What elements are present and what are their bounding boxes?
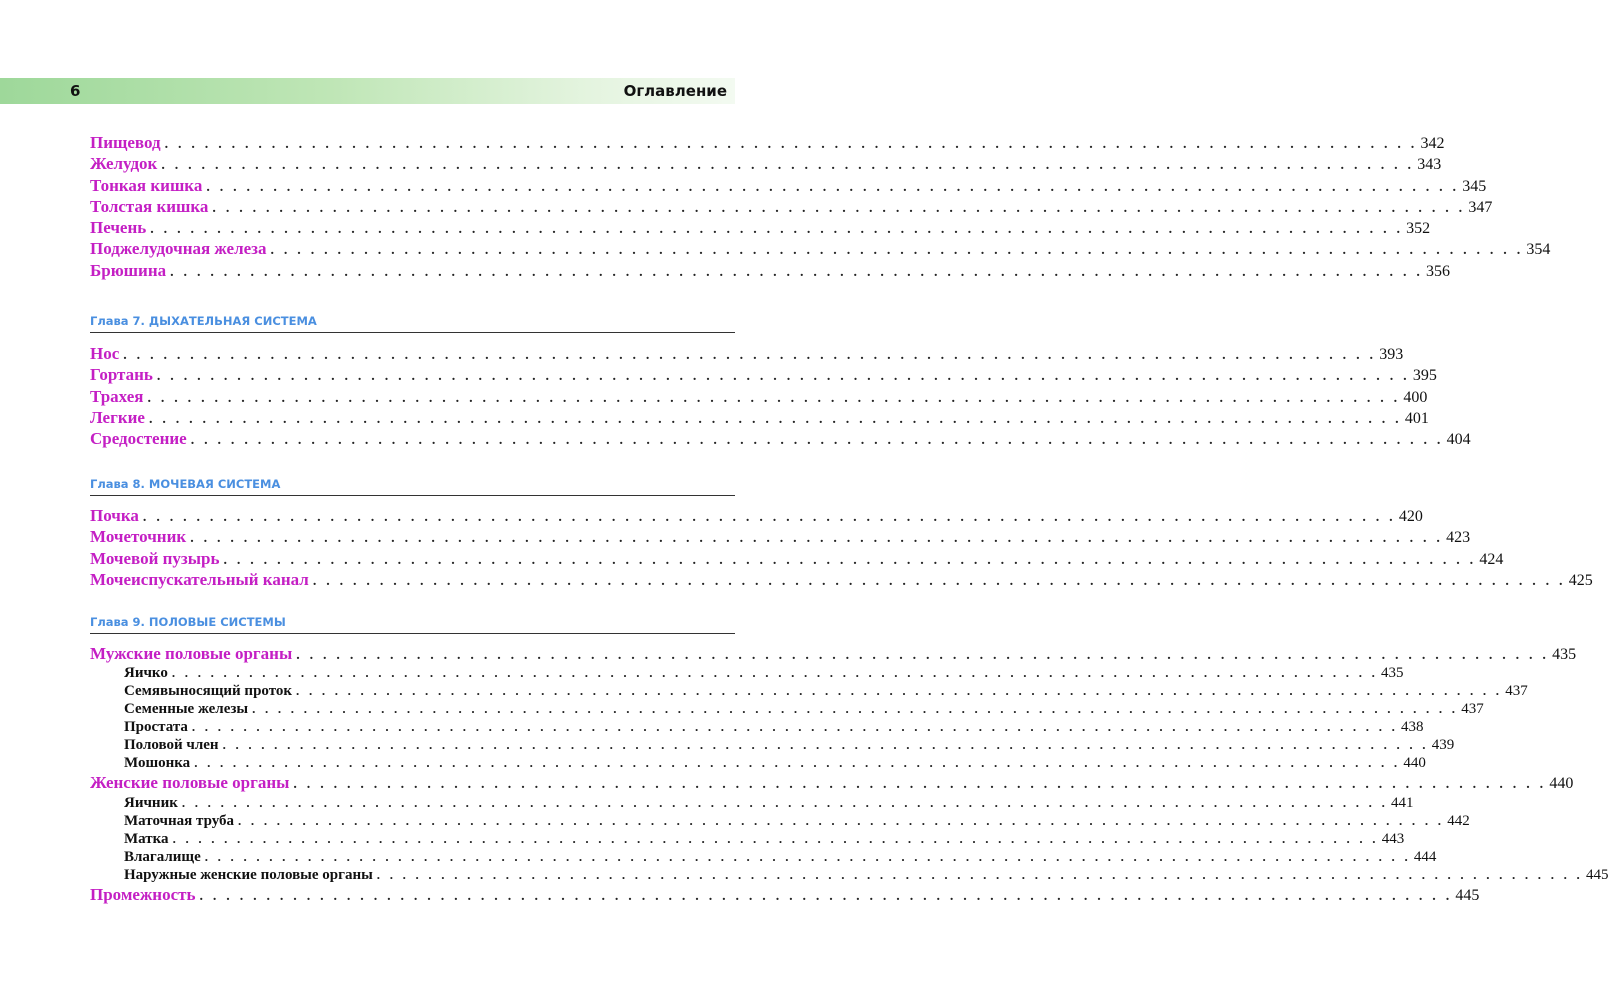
toc-entry[interactable]: Мочеиспускательный канал . . . . . . . . . . . . . . . . . . . . . . . . . . . . . . . . . . . . . . . . . . . . . . . . . . . . . . . . . . . . . . . . . . . . . . . . . . . . . . . . . . . . . . . . . . . . . . 425 xyxy=(90,569,1593,589)
chapter-7-heading: Глава 7. ДЫХАТЕЛЬНАЯ СИСТЕМА xyxy=(90,314,735,333)
toc-subentry[interactable]: Половой член . . . . . . . . . . . . . . . . . . . . . . . . . . . . . . . . . . . . . . . . . . . . . . . . . . . . . . . . . . . . . . . . . . . . . . . . . . . . . . . . . . . . . . . . . . . . . . 439 xyxy=(124,737,1455,754)
toc-entry[interactable]: Брюшина . . . . . . . . . . . . . . . . . . . . . . . . . . . . . . . . . . . . . . . . . . . . . . . . . . . . . . . . . . . . . . . . . . . . . . . . . . . . . . . . . . . . . . . . . . . . . . 356 xyxy=(90,260,1451,280)
toc-chapter-9-list xyxy=(90,643,1608,905)
toc-entry[interactable]: Мочеточник . . . . . . . . . . . . . . . . . . . . . . . . . . . . . . . . . . . . . . . . . . . . . . . . . . . . . . . . . . . . . . . . . . . . . . . . . . . . . . . . . . . . . . . . . . . . . . 423 xyxy=(90,527,1471,547)
toc-entry[interactable]: Почка . . . . . . . . . . . . . . . . . . . . . . . . . . . . . . . . . . . . . . . . . . . . . . . . . . . . . . . . . . . . . . . . . . . . . . . . . . . . . . . . . . . . . . . . . . . . . . 420 xyxy=(90,506,1423,525)
toc-intro-list xyxy=(90,132,1551,281)
toc-subentry[interactable]: Мошонка . . . . . . . . . . . . . . . . . . . . . . . . . . . . . . . . . . . . . . . . . . . . . . . . . . . . . . . . . . . . . . . . . . . . . . . . . . . . . . . . . . . . . . . . . . . . . . 440 xyxy=(124,755,1426,772)
chapter-9-heading: Глава 9. ПОЛОВЫЕ СИСТЕМЫ xyxy=(90,615,735,634)
toc-subentry[interactable]: Наружные женские половые органы . . . . . . . . . . . . . . . . . . . . . . . . . . . . . . . . . . . . . . . . . . . . . . . . . . . . . . . . . . . . . . . . . . . . . . . . . . . . . . . . . . . . . . . . . . . . . . 445 xyxy=(124,866,1608,883)
toc-subentry[interactable]: Маточная труба . . . . . . . . . . . . . . . . . . . . . . . . . . . . . . . . . . . . . . . . . . . . . . . . . . . . . . . . . . . . . . . . . . . . . . . . . . . . . . . . . . . . . . . . . . . . . . 442 xyxy=(124,812,1470,829)
toc-subentry[interactable]: Матка . . . . . . . . . . . . . . . . . . . . . . . . . . . . . . . . . . . . . . . . . . . . . . . . . . . . . . . . . . . . . . . . . . . . . . . . . . . . . . . . . . . . . . . . . . . . . . 443 xyxy=(124,830,1405,847)
chapter-8-heading: Глава 8. МОЧЕВАЯ СИСТЕМА xyxy=(90,477,735,496)
page-number: 6 xyxy=(70,82,81,100)
running-title: Оглавление xyxy=(623,82,727,100)
toc-entry[interactable]: Мочевой пузырь . . . . . . . . . . . . . . . . . . . . . . . . . . . . . . . . . . . . . . . . . . . . . . . . . . . . . . . . . . . . . . . . . . . . . . . . . . . . . . . . . . . . . . . . . . . . . . 424 xyxy=(90,548,1504,568)
toc-subentry[interactable]: Влагалище . . . . . . . . . . . . . . . . . . . . . . . . . . . . . . . . . . . . . . . . . . . . . . . . . . . . . . . . . . . . . . . . . . . . . . . . . . . . . . . . . . . . . . . . . . . . . . 444 xyxy=(124,848,1437,865)
toc-entry[interactable]: Средостение . . . . . . . . . . . . . . . . . . . . . . . . . . . . . . . . . . . . . . . . . . . . . . . . . . . . . . . . . . . . . . . . . . . . . . . . . . . . . . . . . . . . . . . . . . . . . . 404 xyxy=(90,429,1471,449)
toc-chapter-8-list xyxy=(90,505,1593,590)
toc-entry[interactable]: Нос . . . . . . . . . . . . . . . . . . . . . . . . . . . . . . . . . . . . . . . . . . . . . . . . . . . . . . . . . . . . . . . . . . . . . . . . . . . . . . . . . . . . . . . . . . . . . . 393 xyxy=(90,344,1404,363)
toc-entry[interactable]: Пищевод . . . . . . . . . . . . . . . . . . . . . . . . . . . . . . . . . . . . . . . . . . . . . . . . . . . . . . . . . . . . . . . . . . . . . . . . . . . . . . . . . . . . . . . . . . . . . . 342 xyxy=(90,133,1445,152)
toc-entry[interactable]: Трахея . . . . . . . . . . . . . . . . . . . . . . . . . . . . . . . . . . . . . . . . . . . . . . . . . . . . . . . . . . . . . . . . . . . . . . . . . . . . . . . . . . . . . . . . . . . . . . 400 xyxy=(90,386,1428,406)
toc-subentry[interactable]: Простата . . . . . . . . . . . . . . . . . . . . . . . . . . . . . . . . . . . . . . . . . . . . . . . . . . . . . . . . . . . . . . . . . . . . . . . . . . . . . . . . . . . . . . . . . . . . . . 438 xyxy=(124,719,1424,736)
page-header xyxy=(0,78,735,104)
toc-entry[interactable]: Женские половые органы . . . . . . . . . . . . . . . . . . . . . . . . . . . . . . . . . . . . . . . . . . . . . . . . . . . . . . . . . . . . . . . . . . . . . . . . . . . . . . . . . . . . . . . . . . . . . . 440 xyxy=(90,773,1574,793)
toc-subentry[interactable]: Яичник . . . . . . . . . . . . . . . . . . . . . . . . . . . . . . . . . . . . . . . . . . . . . . . . . . . . . . . . . . . . . . . . . . . . . . . . . . . . . . . . . . . . . . . . . . . . . . 441 xyxy=(124,794,1414,811)
toc-entry[interactable]: Легкие . . . . . . . . . . . . . . . . . . . . . . . . . . . . . . . . . . . . . . . . . . . . . . . . . . . . . . . . . . . . . . . . . . . . . . . . . . . . . . . . . . . . . . . . . . . . . . 401 xyxy=(90,407,1429,427)
toc-entry[interactable]: Поджелудочная железа . . . . . . . . . . . . . . . . . . . . . . . . . . . . . . . . . . . . . . . . . . . . . . . . . . . . . . . . . . . . . . . . . . . . . . . . . . . . . . . . . . . . . . . . . . . . . . 354 xyxy=(90,239,1551,259)
toc-subentry[interactable]: Семявыносящий проток . . . . . . . . . . . . . . . . . . . . . . . . . . . . . . . . . . . . . . . . . . . . . . . . . . . . . . . . . . . . . . . . . . . . . . . . . . . . . . . . . . . . . . . . . . . . . . 437 xyxy=(124,683,1528,700)
toc-entry[interactable]: Тонкая кишка . . . . . . . . . . . . . . . . . . . . . . . . . . . . . . . . . . . . . . . . . . . . . . . . . . . . . . . . . . . . . . . . . . . . . . . . . . . . . . . . . . . . . . . . . . . . . . 345 xyxy=(90,175,1487,195)
toc-subentry[interactable]: Яичко . . . . . . . . . . . . . . . . . . . . . . . . . . . . . . . . . . . . . . . . . . . . . . . . . . . . . . . . . . . . . . . . . . . . . . . . . . . . . . . . . . . . . . . . . . . . . . 435 xyxy=(124,665,1404,682)
toc-entry[interactable]: Мужские половые органы . . . . . . . . . . . . . . . . . . . . . . . . . . . . . . . . . . . . . . . . . . . . . . . . . . . . . . . . . . . . . . . . . . . . . . . . . . . . . . . . . . . . . . . . . . . . . . 435 xyxy=(90,644,1577,663)
toc-entry[interactable]: Печень . . . . . . . . . . . . . . . . . . . . . . . . . . . . . . . . . . . . . . . . . . . . . . . . . . . . . . . . . . . . . . . . . . . . . . . . . . . . . . . . . . . . . . . . . . . . . . 352 xyxy=(90,218,1431,238)
toc-entry[interactable]: Гортань . . . . . . . . . . . . . . . . . . . . . . . . . . . . . . . . . . . . . . . . . . . . . . . . . . . . . . . . . . . . . . . . . . . . . . . . . . . . . . . . . . . . . . . . . . . . . . 395 xyxy=(90,365,1437,385)
toc-entry[interactable]: Желудок . . . . . . . . . . . . . . . . . . . . . . . . . . . . . . . . . . . . . . . . . . . . . . . . . . . . . . . . . . . . . . . . . . . . . . . . . . . . . . . . . . . . . . . . . . . . . . 343 xyxy=(90,154,1442,174)
toc-subentry[interactable]: Семенные железы . . . . . . . . . . . . . . . . . . . . . . . . . . . . . . . . . . . . . . . . . . . . . . . . . . . . . . . . . . . . . . . . . . . . . . . . . . . . . . . . . . . . . . . . . . . . . . 437 xyxy=(124,701,1484,718)
toc-entry[interactable]: Толстая кишка . . . . . . . . . . . . . . . . . . . . . . . . . . . . . . . . . . . . . . . . . . . . . . . . . . . . . . . . . . . . . . . . . . . . . . . . . . . . . . . . . . . . . . . . . . . . . . 347 xyxy=(90,196,1493,216)
toc-entry[interactable]: Промежность . . . . . . . . . . . . . . . . . . . . . . . . . . . . . . . . . . . . . . . . . . . . . . . . . . . . . . . . . . . . . . . . . . . . . . . . . . . . . . . . . . . . . . . . . . . . . . 445 xyxy=(90,884,1480,904)
toc-chapter-7-list xyxy=(90,343,1471,449)
